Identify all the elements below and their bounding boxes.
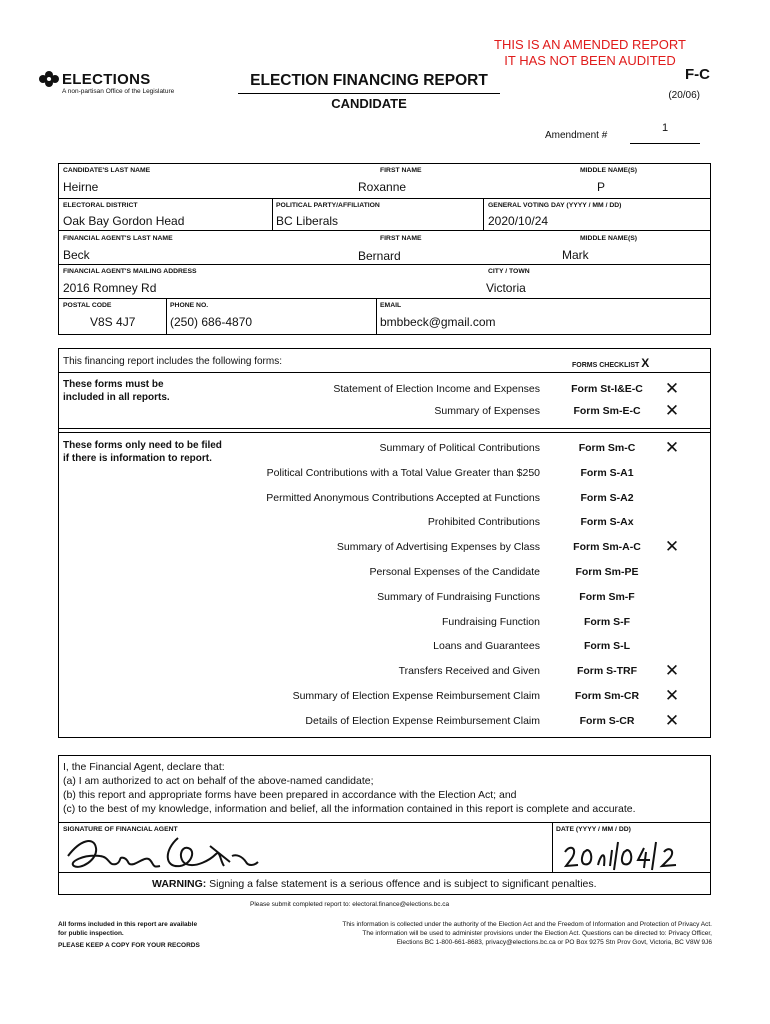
amended-line-2: IT HAS NOT BEEN AUDITED — [504, 53, 676, 68]
forms-checklist-text: FORMS CHECKLIST — [572, 362, 640, 369]
form-checkbox[interactable]: ✕ — [664, 537, 680, 557]
form-code: Form S-F — [583, 615, 631, 628]
amended-notice — [470, 37, 710, 69]
date-label: DATE (YYYY / MM / DD) — [556, 826, 631, 833]
agent-email-label: EMAIL — [380, 302, 402, 309]
section-divider — [58, 372, 711, 373]
agent-last-name[interactable]: Beck — [63, 248, 90, 262]
form-name: Statement of Election Income and Expenses — [333, 383, 540, 395]
form-name: Prohibited Contributions — [427, 516, 540, 529]
form-checkbox[interactable]: ✕ — [664, 438, 680, 457]
group2-label-line: These forms only need to be filed — [63, 440, 222, 451]
warning-label: WARNING: — [152, 878, 207, 890]
agent-city[interactable]: Victoria — [486, 281, 526, 295]
row-divider — [58, 198, 711, 199]
form-name: Personal Expenses of the Candidate — [369, 566, 540, 578]
col-divider — [166, 298, 167, 335]
form-checkbox[interactable]: ✕ — [664, 686, 680, 705]
col-divider — [272, 198, 273, 230]
form-code: Form S-A2 — [580, 491, 634, 504]
district-label: ELECTORAL DISTRICT — [63, 202, 138, 209]
candidate-last-name[interactable]: Heirne — [63, 180, 99, 194]
form-checkbox[interactable]: ✕ — [664, 379, 680, 398]
candidate-middle-label: MIDDLE NAME(S) — [580, 167, 638, 174]
agent-middle-label: MIDDLE NAME(S) — [580, 235, 638, 242]
section-divider — [58, 872, 711, 873]
agent-city-label: CITY / TOWN — [488, 268, 530, 275]
row-divider — [58, 230, 711, 231]
form-name: Transfers Received and Given — [398, 665, 540, 678]
party[interactable]: BC Liberals — [276, 214, 339, 228]
warning-text: Signing a false statement is a serious offence and is subject to significant penalties. — [209, 878, 597, 890]
form-code: F-C — [685, 66, 710, 83]
signature-image — [60, 826, 280, 878]
declaration-line: (b) this report and appropriate forms have been prepared in accordance with the Election Act; and — [63, 789, 517, 801]
district[interactable]: Oak Bay Gordon Head — [63, 214, 185, 228]
form-name: Details of Election Expense Reimbursement Claim — [305, 714, 540, 727]
col-divider — [376, 298, 377, 335]
row-divider — [58, 298, 711, 299]
dogwood-icon — [38, 70, 60, 88]
form-name: Summary of Advertising Expenses by Class — [336, 541, 540, 554]
amended-line-1: THIS IS AN AMENDED REPORT — [494, 37, 686, 52]
amendment-label: Amendment # — [545, 130, 608, 141]
agent-last-name-label: FINANCIAL AGENT'S LAST NAME — [63, 235, 173, 242]
section-divider — [58, 822, 711, 823]
logo-name: ELECTIONS — [62, 70, 151, 88]
form-name: Permitted Anonymous Contributions Accepted at Functions — [266, 491, 540, 504]
col-divider — [483, 198, 484, 230]
form-code: Form Sm-C — [578, 442, 636, 454]
forms-intro: This financing report includes the following forms: — [63, 356, 282, 367]
declaration-text — [63, 760, 636, 816]
candidate-middle[interactable]: P — [597, 180, 606, 194]
group1-label-line: These forms must be — [63, 379, 164, 390]
declaration-line: I, the Financial Agent, declare that: — [63, 761, 225, 773]
report-title: ELECTION FINANCING REPORT — [250, 72, 488, 89]
agent-first-name[interactable]: Bernard — [358, 249, 401, 263]
elections-logo — [38, 70, 174, 95]
form-checkbox[interactable]: ✕ — [664, 710, 680, 730]
agent-middle[interactable]: Mark — [562, 248, 589, 262]
form-code: Form Sm-PE — [575, 566, 639, 578]
report-subtitle: CANDIDATE — [331, 96, 407, 111]
agent-address[interactable]: 2016 Romney Rd — [63, 281, 157, 295]
candidate-last-name-label: CANDIDATE'S LAST NAME — [63, 167, 151, 174]
group1-label-line: included in all reports. — [63, 392, 170, 403]
agent-address-label: FINANCIAL AGENT'S MAILING ADDRESS — [63, 268, 197, 275]
party-label: POLITICAL PARTY/AFFILIATION — [276, 202, 380, 209]
title-underline — [238, 93, 500, 94]
form-name: Loans and Guarantees — [433, 640, 540, 653]
form-version: (20/06) — [668, 90, 700, 101]
footer-right-line: This information is collected under the authority of the Election Act and the Freedom of Information and Protection of Privacy Act. — [342, 921, 712, 928]
form-name: Fundraising Function — [441, 615, 540, 628]
form-name: Summary of Expenses — [434, 405, 540, 417]
form-name: Summary of Election Expense Reimbursement Claim — [292, 690, 540, 702]
form-code: Form Sm-CR — [574, 690, 640, 702]
form-code: Form S-TRF — [576, 665, 638, 678]
footer-right-line: The information will be used to administer provisions under the Election Act. Questions can be directed to: Privacy Officer, — [362, 930, 712, 937]
agent-postal-label: POSTAL CODE — [63, 302, 112, 309]
voting-day[interactable]: 2020/10/24 — [488, 214, 549, 228]
form-name: Summary of Political Contributions — [379, 442, 540, 454]
form-checkbox[interactable]: ✕ — [664, 401, 680, 420]
declaration-line: (a) I am authorized to act on behalf of the above-named candidate; — [63, 775, 374, 787]
warning — [152, 878, 597, 890]
forms-checklist-label — [572, 356, 649, 370]
form-name: Summary of Fundraising Functions — [377, 590, 540, 603]
footer-left — [58, 920, 200, 950]
amendment-underline — [630, 143, 700, 144]
agent-phone[interactable]: (250) 686-4870 — [170, 315, 253, 329]
group2-label-line: if there is information to report. — [63, 453, 212, 464]
row-divider — [58, 264, 711, 265]
submit-note: Please submit completed report to: electoral.finance@elections.bc.ca — [250, 901, 450, 908]
checklist-x: X — [641, 356, 650, 370]
form-name: Political Contributions with a Total Value Greater than $250 — [266, 466, 540, 479]
footer-left-line: All forms included in this report are available — [58, 921, 198, 928]
form-code: Form S-Ax — [580, 516, 634, 529]
voting-day-label: GENERAL VOTING DAY (YYYY / MM / DD) — [488, 202, 622, 209]
agent-first-name-label: FIRST NAME — [380, 235, 422, 242]
form-code: Form S-CR — [579, 714, 635, 727]
candidate-first-name-label: FIRST NAME — [380, 167, 422, 174]
footer-left-line: for public inspection. — [58, 930, 124, 937]
form-code: Form Sm-E-C — [573, 405, 641, 417]
form-code: Form S-A1 — [580, 466, 634, 479]
form-code: Form Sm-A-C — [573, 541, 641, 554]
form-checkbox[interactable]: ✕ — [664, 661, 680, 681]
amendment-value: 1 — [661, 122, 669, 134]
form-code: Form S-L — [583, 640, 631, 653]
section-divider — [58, 428, 711, 429]
agent-postal[interactable]: V8S 4J7 — [90, 315, 136, 329]
footer-right — [240, 920, 712, 947]
signature-label: SIGNATURE OF FINANCIAL AGENT — [63, 826, 178, 833]
form-code: Form St-I&E-C — [571, 383, 643, 395]
footer-right-line: Elections BC 1-800-661-8683, privacy@elections.bc.ca or PO Box 9275 Stn Prov Govt, Victoria, BC V8W 9J6 — [396, 939, 712, 946]
form-code: Form Sm-F — [579, 590, 635, 603]
footer-left-line: PLEASE KEEP A COPY FOR YOUR RECORDS — [58, 942, 200, 949]
agent-email[interactable]: bmbbeck@gmail.com — [380, 315, 496, 329]
declaration-line: (c) to the best of my knowledge, information and belief, all the information contained in this report is complete and accurate. — [63, 803, 636, 815]
agent-phone-label: PHONE NO. — [170, 302, 209, 309]
logo-tagline: A non-partisan Office of the Legislature — [62, 88, 175, 95]
section-divider — [58, 432, 711, 433]
candidate-first-name[interactable]: Roxanne — [358, 180, 407, 194]
col-divider — [552, 822, 553, 872]
